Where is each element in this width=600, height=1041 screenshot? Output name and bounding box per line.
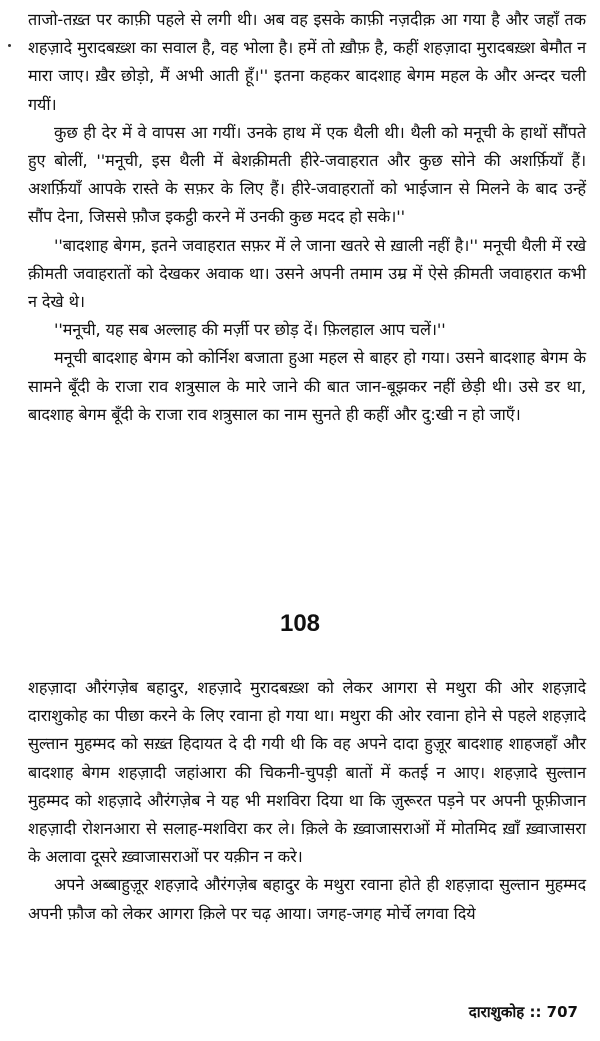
paragraph-sultan-muhammad: अपने अब्बाहुज़ूर शहज़ादे औरंगज़ेब बहादुर के मथुरा रवाना होते ही शहज़ादा सुल्तान मुहम्मद अपनी फ़ौज को लेकर आगरा क़िले पर चढ़ आया। जगह-जगह मोर्चे लगवा दिये bbox=[28, 875, 586, 923]
section-two bbox=[28, 674, 586, 928]
paragraph-aurangzeb: शहज़ादा औरंगज़ेब बहादुर, शहज़ादे मुरादबख़्श को लेकर आगरा से मथुरा की ओर शहज़ादे दाराशुकोह का पीछा करने के लिए रवाना हो गया था। मथुरा की ओर रवाना होने से पहले शहज़ादे सुल्तान मुहम्मद को सख़्त हिदायत दे दी गयी थी कि वह अपने दादा हुज़ूर बादशाह शाहजहाँ और बादशाह बेगम शहज़ादी जहांआरा की चिकनी-चुपड़ी बातों में कतई न आए। शहज़ादे सुल्तान मुहम्मद को शहज़ादे औरंगज़ेब ने यह भी मशविरा दिया था कि ज़ुरूरत पड़ने पर अपनी फूफ़ीजान शहज़ादी रोशनआरा से सलाह-मशविरा कर ले। क़िले के ख़्वाजासराओं में मोतमिद ख़ाँ ख़्वाजासरा के अलावा दूसरे ख़्वाजासराओं पर यक़ीन न करे। bbox=[28, 678, 586, 867]
chapter-number: 108 bbox=[279, 610, 321, 637]
paragraph-allah: ''मनूची, यह सब अल्लाह की मर्ज़ी पर छोड़ दें। फ़िलहाल आप चलें।'' bbox=[54, 320, 446, 340]
page-footer: दाराशुकोह :: 707 bbox=[468, 1003, 578, 1021]
paragraph-jewels: ''बादशाह बेगम, इतने जवाहरात सफ़र में ले जाना खतरे से ख़ाली नहीं है।'' मनूची थैली में रखे क़ीमती जवाहरातों को देखकर अवाक था। उसने अपनी तमाम उम्र में ऐसे क़ीमती जवाहरात कभी न देखे थे। bbox=[28, 235, 586, 312]
paragraph-pouch: कुछ ही देर में वे वापस आ गयीं। उनके हाथ में एक थैली थी। थैली को मनूची के हाथों सौंपते हुए बोलीं, ''मनूची, इस थैली में बेशक़ीमती हीरे-जवाहरात और कुछ सोने की अशर्फ़ियाँ हैं। अशर्फ़ियाँ आपके रास्ते के सफ़र के लिए हैं। हीरे-जवाहरातों को भाईजान से मिलने के बाद उन्हें सौंप देना, जिससे फ़ौज इकट्ठी करने में उनकी कुछ मदद हो सके।'' bbox=[28, 122, 586, 227]
margin-speck bbox=[8, 44, 11, 47]
section-one bbox=[28, 6, 586, 429]
paragraph-continuation: ताजो-तख़्त पर काफ़ी पहले से लगी थी। अब वह इसके काफ़ी नज़दीक़ आ गया है और जहाँ तक शहज़ादे मुरादबख़्श का सवाल है, वह भोला है। हमें तो ख़ौफ़ है, कहीं शहज़ादा मुरादबख़्श बेमौत न मारा जाए। ख़ैर छोड़ो, मैं अभी आती हूँ।'' इतना कहकर बादशाह बेगम महल के और अन्दर चली गयीं। bbox=[28, 10, 586, 114]
paragraph-manucci-leaves: मनूची बादशाह बेगम को कोर्निश बजाता हुआ महल से बाहर हो गया। उसने बादशाह बेगम के सामने बूँदी के राजा राव शत्रुसाल के मारे जाने की बात जान-बूझकर नहीं छेड़ी थी। उसे डर था, बादशाह बेगम बूँदी के राजा राव शत्रुसाल का नाम सुनते ही कहीं और दु:खी न हो जाएँ। bbox=[28, 348, 586, 424]
